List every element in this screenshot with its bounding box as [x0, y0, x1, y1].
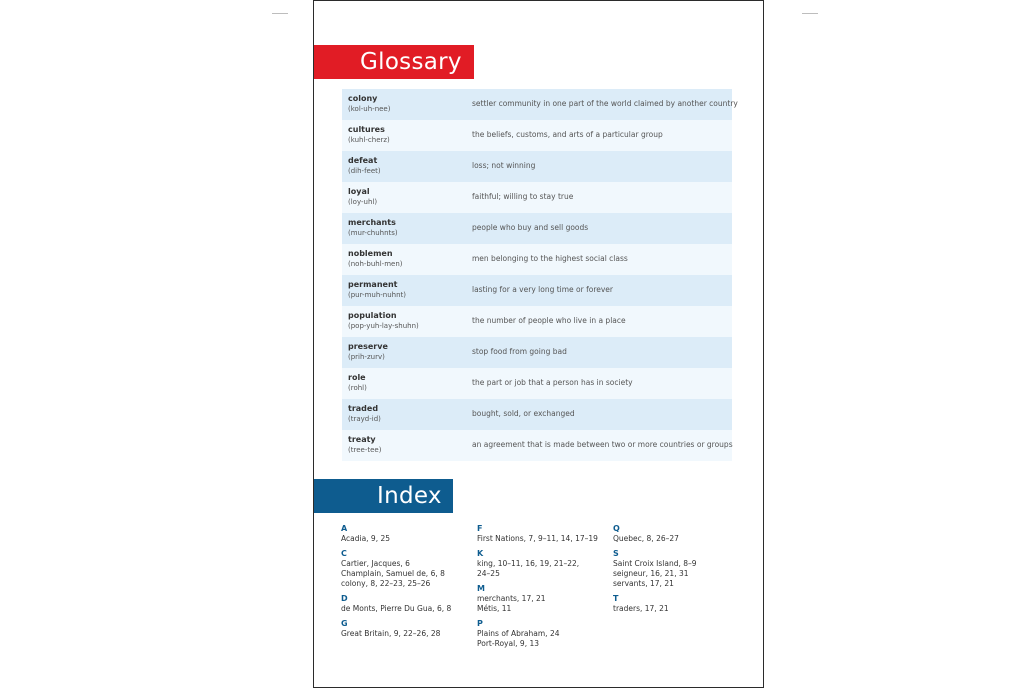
glossary-pronunciation: (prih-zurv)	[348, 353, 385, 361]
glossary-definition: an agreement that is made between two or more countries or groups	[472, 440, 733, 449]
glossary-heading: Glossary	[314, 45, 474, 79]
glossary-term: merchants	[348, 218, 396, 227]
glossary-definition: settler community in one part of the world claimed by another country	[472, 99, 738, 108]
glossary-pronunciation: (loy-uhl)	[348, 198, 378, 206]
index-entry: de Monts, Pierre Du Gua, 6, 8	[341, 604, 452, 613]
index-entry: Métis, 11	[477, 604, 512, 613]
glossary-definition: the beliefs, customs, and arts of a particular group	[472, 130, 663, 139]
index-entry: merchants, 17, 21	[477, 594, 546, 603]
glossary-row	[342, 244, 732, 275]
glossary-row	[342, 306, 732, 337]
index-columns	[341, 524, 741, 654]
crop-mark-right	[802, 13, 818, 14]
glossary-term: permanent	[348, 280, 398, 289]
glossary-term: traded	[348, 404, 379, 413]
glossary-row	[342, 337, 732, 368]
glossary-definition: stop food from going bad	[472, 347, 567, 356]
index-heading: Index	[314, 479, 453, 513]
crop-mark-left	[272, 13, 288, 14]
glossary-term: defeat	[348, 156, 378, 165]
index-entry: Quebec, 8, 26–27	[613, 534, 679, 543]
glossary-term: preserve	[348, 342, 388, 351]
book-page	[313, 0, 764, 688]
glossary-definition: men belonging to the highest social class	[472, 254, 628, 263]
index-letter: C	[341, 549, 347, 558]
index-letter: T	[613, 594, 619, 603]
index-column	[613, 524, 743, 614]
index-letter: A	[341, 524, 348, 533]
index-letter: Q	[613, 524, 620, 533]
glossary-pronunciation: (tree-tee)	[348, 446, 382, 454]
glossary-term: cultures	[348, 125, 385, 134]
glossary-pronunciation: (pur-muh-nuhnt)	[348, 291, 407, 299]
glossary-definition: faithful; willing to stay true	[472, 192, 574, 201]
glossary-row	[342, 182, 732, 213]
glossary-pronunciation: (kol-uh-nee)	[348, 105, 391, 113]
glossary-term: treaty	[348, 435, 376, 444]
glossary-table	[342, 89, 738, 461]
index-entry: seigneur, 16, 21, 31	[613, 569, 689, 578]
glossary-term: colony	[348, 94, 378, 103]
glossary-term: role	[348, 373, 366, 382]
index-entry: servants, 17, 21	[613, 579, 674, 588]
glossary-definition: loss; not winning	[472, 161, 536, 170]
index-entry: colony, 8, 22–23, 25–26	[341, 579, 431, 588]
glossary-pronunciation: (noh-buhl-men)	[348, 260, 403, 268]
index-letter: G	[341, 619, 348, 628]
glossary-definition: the number of people who live in a place	[472, 316, 626, 325]
glossary-row	[342, 120, 732, 151]
index-entry: Plains of Abraham, 24	[477, 629, 560, 638]
index-entry: traders, 17, 21	[613, 604, 669, 613]
index-entry: Saint Croix Island, 8–9	[613, 559, 697, 568]
index-entry: Port-Royal, 9, 13	[477, 639, 540, 648]
glossary-row	[342, 430, 732, 461]
index-entry: Acadia, 9, 25	[341, 534, 391, 543]
glossary-term: noblemen	[348, 249, 393, 258]
index-letter: M	[477, 584, 485, 593]
glossary-term: population	[348, 311, 397, 320]
glossary-definition: people who buy and sell goods	[472, 223, 589, 232]
glossary-term: loyal	[348, 187, 370, 196]
index-letter: K	[477, 549, 484, 558]
index-letter: D	[341, 594, 348, 603]
index-entry: First Nations, 7, 9–11, 14, 17–19	[477, 534, 598, 543]
index-column	[341, 524, 471, 639]
glossary-pronunciation: (pop-yuh-lay-shuhn)	[348, 322, 419, 330]
glossary-pronunciation: (mur-chuhnts)	[348, 229, 398, 237]
index-entry: Great Britain, 9, 22–26, 28	[341, 629, 441, 638]
index-entry: king, 10–11, 16, 19, 21–22,	[477, 559, 580, 568]
glossary-row	[342, 275, 732, 306]
glossary-pronunciation: (trayd-id)	[348, 415, 381, 423]
index-letter: P	[477, 619, 483, 628]
glossary-pronunciation: (dih-feet)	[348, 167, 381, 175]
index-column	[477, 524, 607, 649]
glossary-row	[342, 213, 732, 244]
index-entry: 24–25	[477, 569, 500, 578]
glossary-pronunciation: (kuhl-cherz)	[348, 136, 390, 144]
glossary-row	[342, 368, 732, 399]
index-entry: Cartier, Jacques, 6	[341, 559, 410, 568]
glossary-definition: bought, sold, or exchanged	[472, 409, 575, 418]
glossary-row	[342, 399, 732, 430]
index-entry: Champlain, Samuel de, 6, 8	[341, 569, 445, 578]
glossary-row	[342, 151, 732, 182]
index-letter: S	[613, 549, 619, 558]
glossary-definition: lasting for a very long time or forever	[472, 285, 613, 294]
glossary-row	[342, 89, 738, 120]
glossary-definition: the part or job that a person has in society	[472, 378, 633, 387]
index-letter: F	[477, 524, 483, 533]
glossary-pronunciation: (rohl)	[348, 384, 367, 392]
